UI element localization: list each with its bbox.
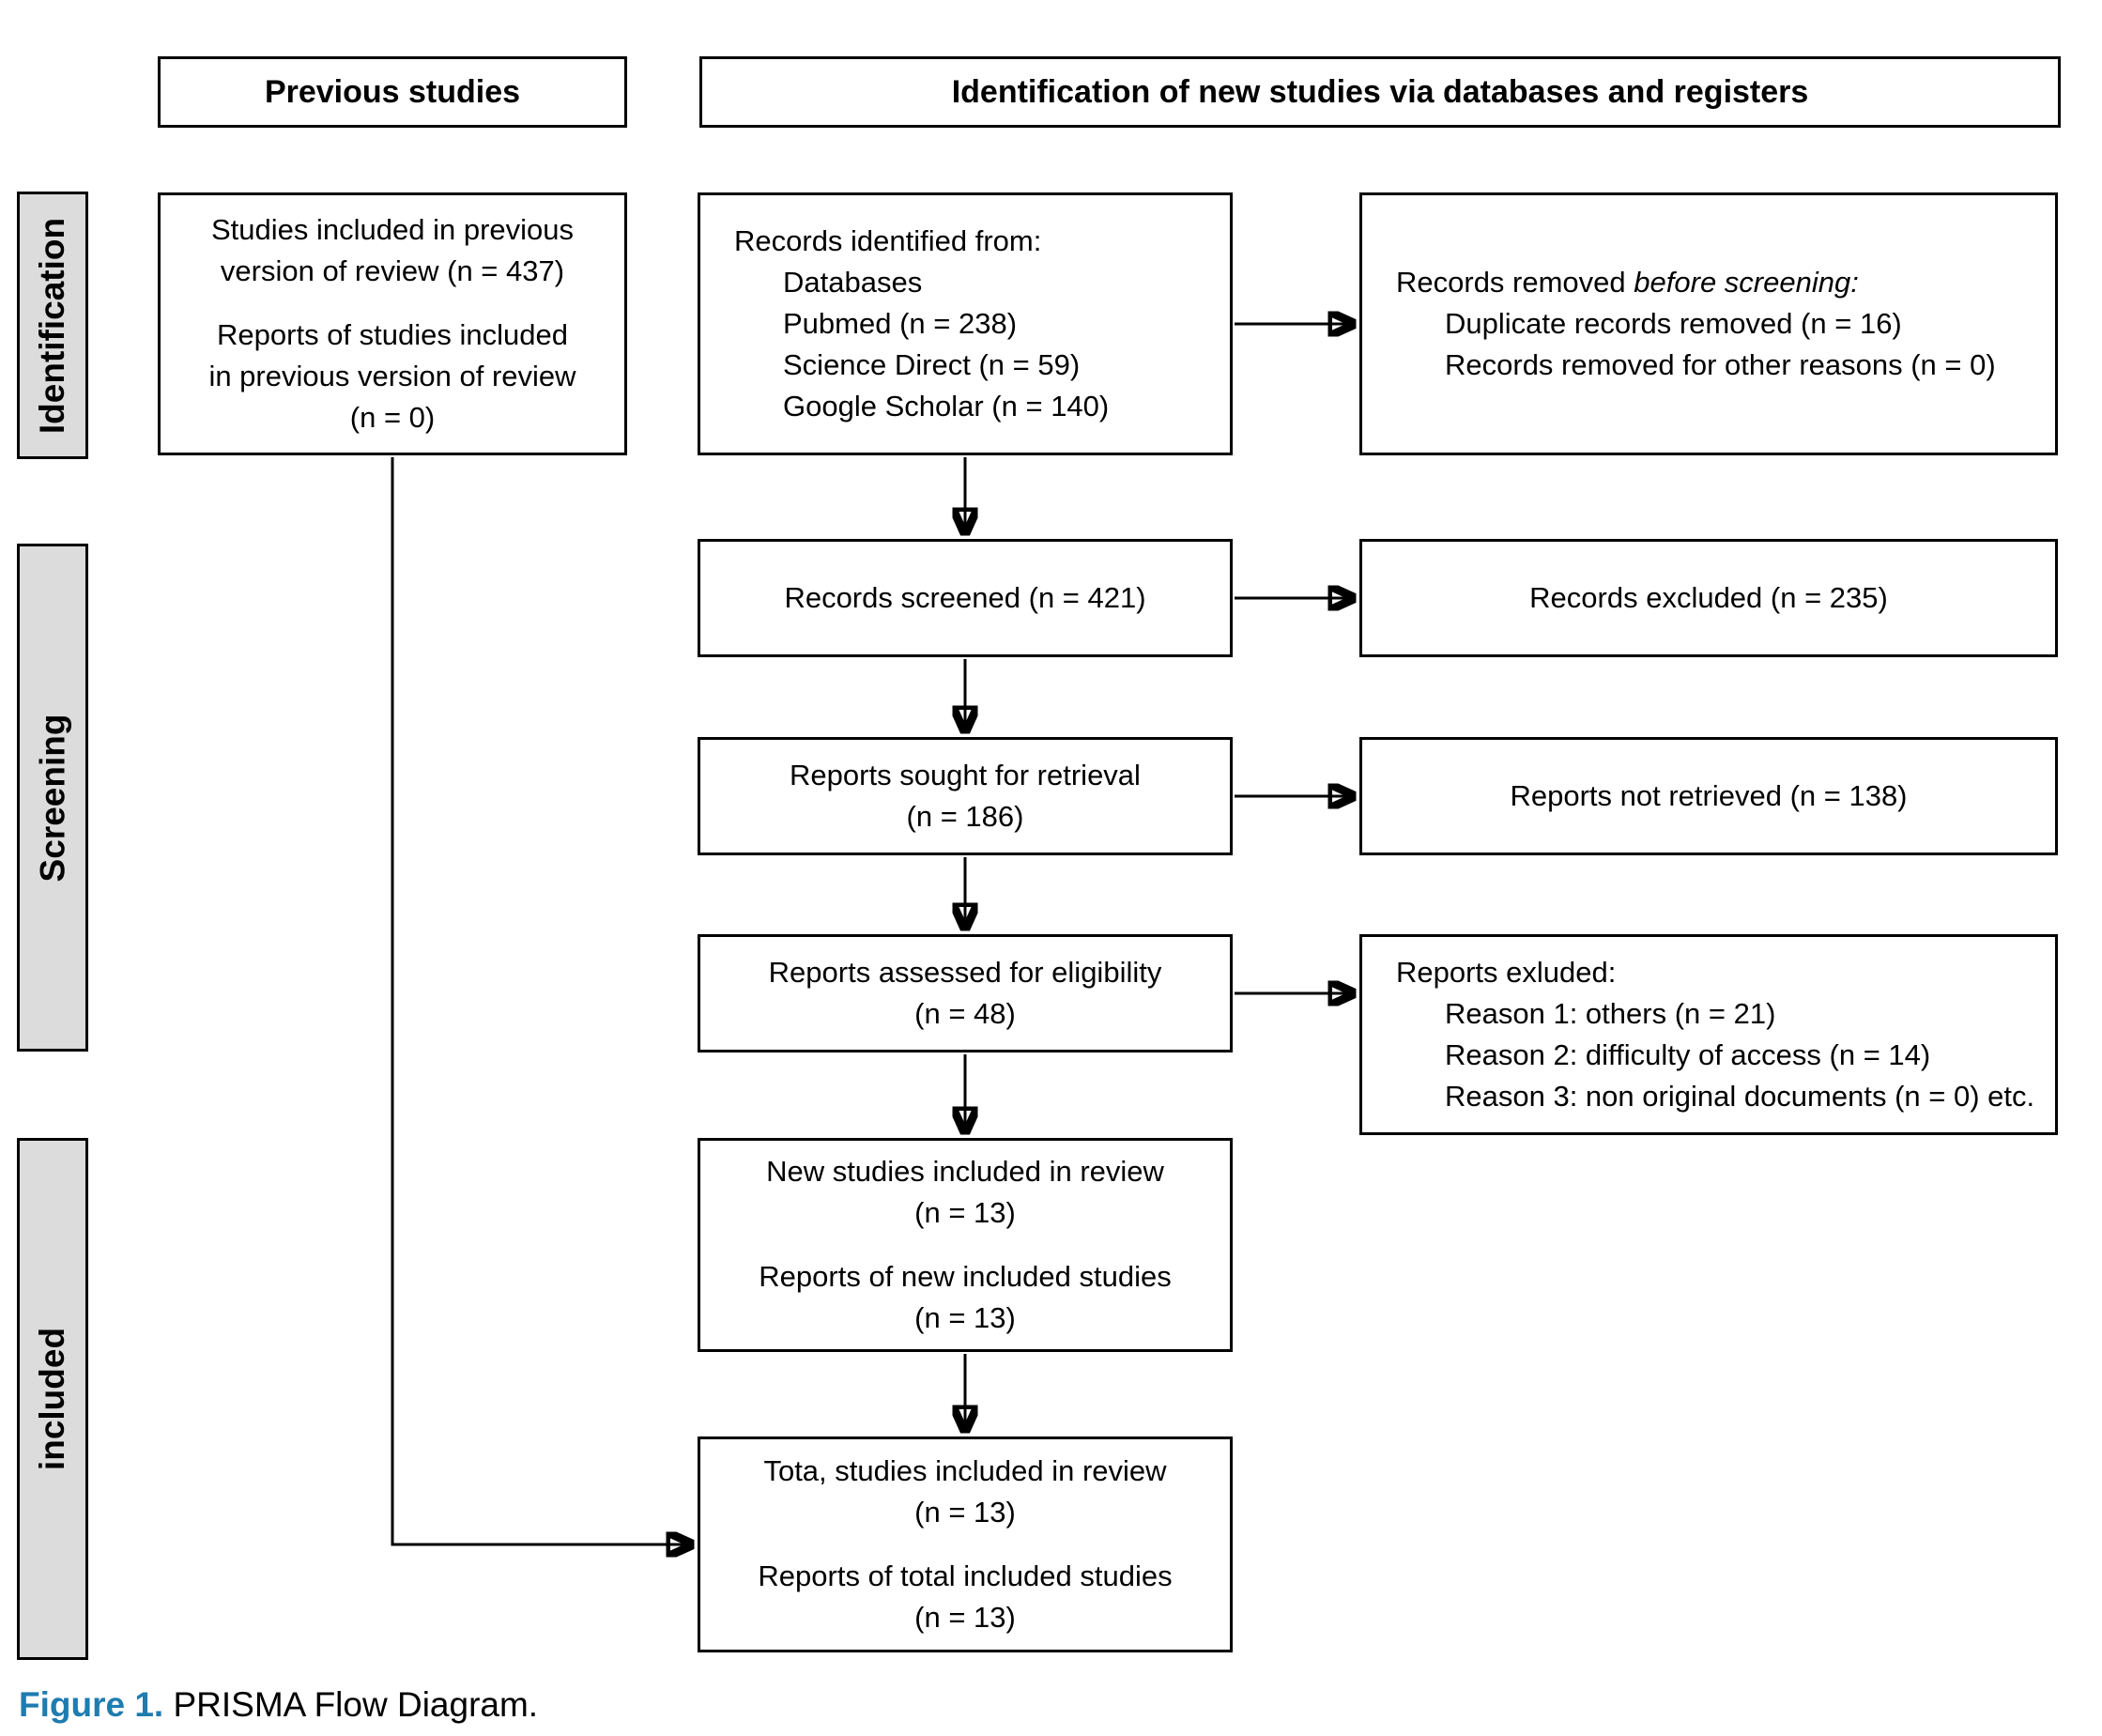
text-line: in previous version of review — [208, 360, 576, 392]
text-line: (n = 0) — [349, 401, 436, 434]
text-line: Reports exluded: — [1396, 956, 1617, 989]
text-line: Reports of total included studies — [758, 1559, 1173, 1592]
stage-label-included — [17, 1138, 88, 1660]
text-line: Reports of new included studies — [759, 1260, 1172, 1293]
text-line: Tota, studies included in review — [763, 1454, 1167, 1487]
text-line: version of review (n = 437) — [220, 254, 565, 287]
box-new-studies-included — [698, 1138, 1233, 1352]
box-total-studies-included — [698, 1436, 1233, 1652]
text-segment-italic: before screening: — [1634, 266, 1859, 299]
text-line: Google Scholar (n = 140) — [783, 390, 1110, 422]
arrow-previous-studies-to-total — [392, 457, 690, 1544]
text-line: Records excluded (n = 235) — [1529, 581, 1888, 614]
figure-caption-label: Figure 1. — [19, 1685, 164, 1724]
text-line: (n = 13) — [914, 1196, 1016, 1229]
stage-label-screening-text: Screening — [33, 714, 71, 882]
text-line: Reason 2: difficulty of access (n = 14) — [1445, 1038, 1931, 1071]
text-line: Reports of studies included — [217, 318, 568, 351]
box-reports-assessed — [698, 934, 1233, 1052]
stage-label-screening — [17, 544, 88, 1052]
box-records-excluded — [1359, 539, 2058, 657]
text-line: Reports assessed for eligibility — [768, 956, 1162, 989]
text-line: (n = 48) — [914, 997, 1016, 1030]
stage-label-included-text: included — [33, 1327, 71, 1471]
text-line: Reason 3: non original documents (n = 0) etc. — [1445, 1080, 2035, 1113]
text-line: Reason 1: others (n = 21) — [1445, 997, 1776, 1030]
box-previous-version-studies — [158, 192, 627, 455]
text-line: Records screened (n = 421) — [784, 581, 1146, 614]
text-line — [1396, 262, 2046, 303]
text-line: (n = 13) — [914, 1496, 1016, 1529]
text-line: Records identified from: — [734, 224, 1042, 257]
text-line: (n = 13) — [914, 1601, 1016, 1634]
text-line: Pubmed (n = 238) — [783, 307, 1018, 340]
text-line: Reports sought for retrieval — [790, 759, 1141, 791]
stage-label-identification-text: Identification — [33, 217, 72, 434]
text-line: Databases — [783, 266, 923, 299]
box-reports-not-retrieved — [1359, 737, 2058, 855]
text-segment: Records removed — [1396, 266, 1634, 299]
box-records-screened — [698, 539, 1233, 657]
box-reports-excluded — [1359, 934, 2058, 1135]
box-records-identified — [698, 192, 1233, 455]
box-records-removed — [1359, 192, 2058, 455]
header-identification-new-studies: Identification of new studies via databases and registers — [699, 56, 2061, 128]
text-line: Reports not retrieved (n = 138) — [1510, 779, 1908, 812]
figure-caption — [19, 1683, 538, 1727]
stage-label-identification — [17, 192, 88, 459]
text-line: Records removed for other reasons (n = 0) — [1445, 348, 1996, 381]
text-line: (n = 186) — [906, 800, 1024, 833]
text-line: Duplicate records removed (n = 16) — [1445, 307, 1902, 340]
text-line: Studies included in previous — [210, 213, 575, 246]
text-line: Science Direct (n = 59) — [783, 348, 1081, 381]
figure-caption-text: PRISMA Flow Diagram. — [173, 1685, 539, 1724]
text-line: (n = 13) — [914, 1301, 1016, 1334]
header-previous-studies: Previous studies — [158, 56, 627, 128]
text-line: New studies included in review — [766, 1155, 1164, 1188]
box-reports-sought — [698, 737, 1233, 855]
